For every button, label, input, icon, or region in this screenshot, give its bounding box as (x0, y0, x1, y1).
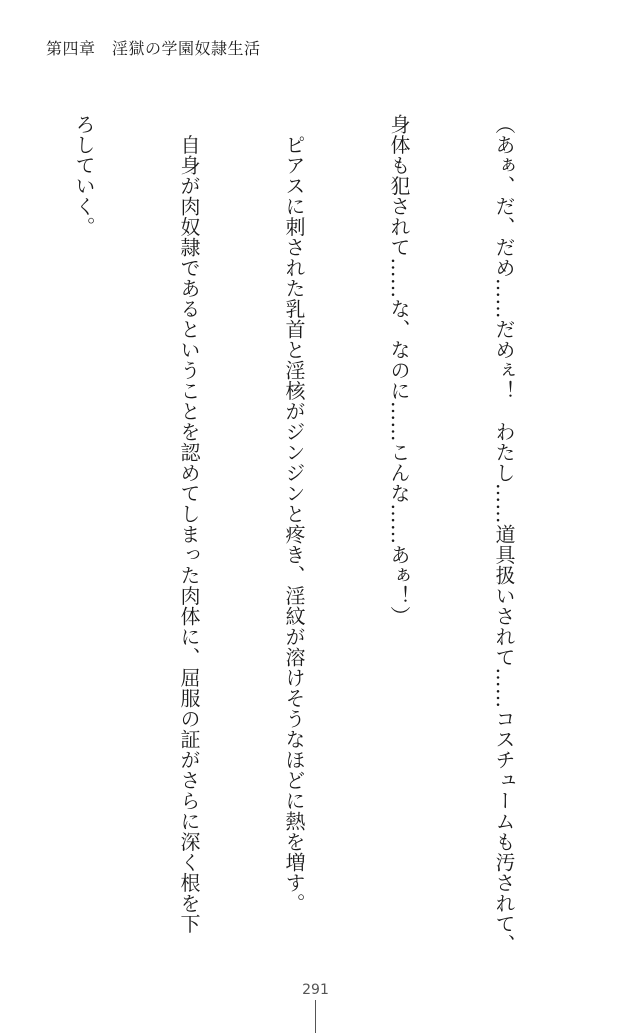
text-line: 身体も犯されて……な、なのに……こんな……あぁ！） (387, 114, 411, 627)
text-line: ピアスに刺された乳首と淫核がジンジンと疼き、淫紋が溶けそうなほどに熱を増す。 (282, 114, 306, 914)
text-line: （あぁ、だ、だめ……だめぇ！ わたし……道具扱いされて……コスチュームも汚されて、 (492, 114, 516, 955)
text-line: ろしていく。 (72, 114, 96, 237)
page-number: 291 (302, 982, 329, 998)
body-text (0, 114, 591, 955)
text-line: 自身が肉奴隷であるということを認めてしまった肉体に、屈服の証がさらに深く根を下 (177, 114, 201, 934)
chapter-header: 第四章 淫獄の学園奴隷生活 (46, 39, 261, 58)
page-number-rule (315, 1000, 316, 1033)
